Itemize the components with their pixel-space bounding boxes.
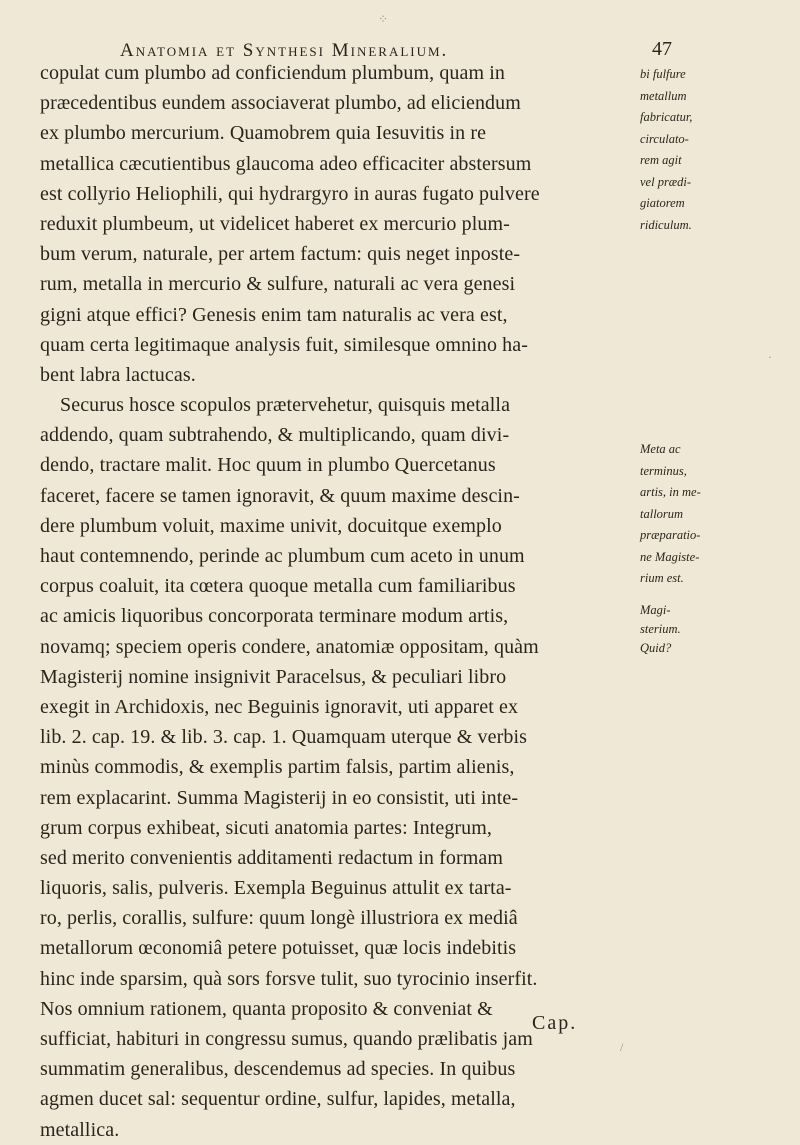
margin-note-line: rem agit [640,153,682,167]
text-line: est collyrio Heliophili, qui hydrargyro in auras fugato pulvere [40,182,540,205]
margin-note-line: artis, in me- [640,485,701,499]
ink-speck: ⁘ [378,12,389,26]
text-line: agmen ducet sal: sequentur ordine, sulfur, lapides, metalla, [40,1088,516,1111]
margin-note-line: rium est. [640,571,684,585]
text-line: ex plumbo mercurium. Quamobrem quia Iesuvitis in re [40,122,487,145]
text-line: sed merito convenientis additamenti redactum in formam [40,846,504,869]
text-line: rem explacarint. Summa Magisterij in eo consistit, uti inte- [40,786,519,809]
text-line: hinc inde sparsim, quà sors forsve tulit, suo tyrocinio inserfit. [40,967,538,990]
text-line: rum, metalla in mercurio & sulfure, naturali ac vera genesi [40,273,516,296]
margin-note-line: vel prædi- [640,174,692,189]
catchword: Cap. [532,1012,578,1034]
text-line: quam certa legitimaque analysis fuit, similesque omnino ha- [40,333,528,356]
text-line: ac amicis liquoribus concorporata terminare modum artis, [40,605,509,628]
main-text-block [40,58,620,1145]
text-line: reduxit plumbeum, ut videlicet haberet ex mercurio plum- [40,212,510,235]
margin-note-line: Magi- [640,603,671,617]
ink-speck: / [620,1040,624,1054]
text-line: ro, perlis, corallis, sulfure: quum longè illustriora ex mediâ [40,907,518,930]
text-line: novamq; speciem operis condere, anatomiæ oppositam, quàm [40,635,539,658]
margin-note-line: terminus, [640,463,687,478]
margin-note-line: circulato- [640,131,689,146]
text-line: gigni atque effici? Genesis enim tam naturalis ac vera est, [40,303,508,326]
margin-note-line: præparatio- [640,528,701,542]
text-line: sufficiat, habituri in congressu sumus, quando prælibatis jam [40,1028,533,1050]
text-line: copulat cum plumbo ad conficiendum plumbum, quam in [40,62,506,84]
text-line: faceret, facere se tamen ignoravit, & quum maxime descin- [40,484,520,507]
text-line: præcedentibus eundem associaverat plumbo, ad eliciendum [40,92,521,115]
text-line: addendo, quam subtrahendo, & multiplicando, quam divi- [40,424,510,447]
page-number: 47 [652,38,672,60]
text-line: summatim generalibus, descendemus ad species. In quibus [40,1058,516,1081]
margin-note [640,601,681,658]
margin-note-line: Meta ac [640,442,681,456]
ink-speck: · [768,350,772,364]
margin-note [640,439,701,590]
text-line: dendo, tractare malit. Hoc quum in plumbo Quercetanus [40,454,496,477]
text-line: Magisterij nomine insignivit Paracelsus, & peculiari libro [40,665,507,688]
margin-note-line: bi fulfure [640,67,686,81]
text-line: haut contemnendo, perinde ac plumbum cum aceto in unum [40,545,525,567]
text-line: Securus hosce scopulos prætervehetur, quisquis metalla [60,394,511,417]
text-line: metallica. [40,1118,120,1141]
margin-note-line: Quid? [640,641,672,655]
text-line: metallorum œconomiâ petere potuisset, quæ locis indebitis [40,937,517,960]
text-line: Nos omnium rationem, quanta proposito & conveniat & [40,997,493,1020]
margin-note-line: fabricatur, [640,110,693,124]
text-line: exegit in Archidoxis, nec Beguinis ignoravit, uti apparet ex [40,695,519,718]
text-line: minùs commodis, & exemplis partim falsis, partim alienis, [40,756,515,779]
text-line: liquoris, salis, pulveris. Exempla Beguinus attulit ex tarta- [40,877,512,900]
margin-note-line: metallum [640,88,687,103]
margin-note-line: ridiculum. [640,217,692,232]
running-head: Anatomia et Synthesi Mineralium. [120,40,449,61]
text-line: grum corpus exhibeat, sicuti anatomia partes: Integrum, [40,816,493,839]
margin-note-line: sterium. [640,622,681,636]
text-line: lib. 2. cap. 19. & lib. 3. cap. 1. Quamquam uterque & verbis [40,726,528,749]
margin-note-line: tallorum [640,506,684,521]
text-line: bent labra lactucas. [40,363,196,386]
text-line: bum verum, naturale, per artem factum: quis neget inposte- [40,243,521,266]
margin-note-line: giatorem [640,196,685,210]
text-line: dere plumbum voluit, maxime univit, docuitque exemplo [40,514,502,537]
margin-note [640,64,692,236]
margin-note-line: ne Magiste- [640,549,700,564]
text-line: metallica cæcutientibus glaucoma adeo efficaciter abstersum [40,152,532,175]
text-line: corpus coaluit, ita cœtera quoque metalla cum familiaribus [40,575,516,598]
